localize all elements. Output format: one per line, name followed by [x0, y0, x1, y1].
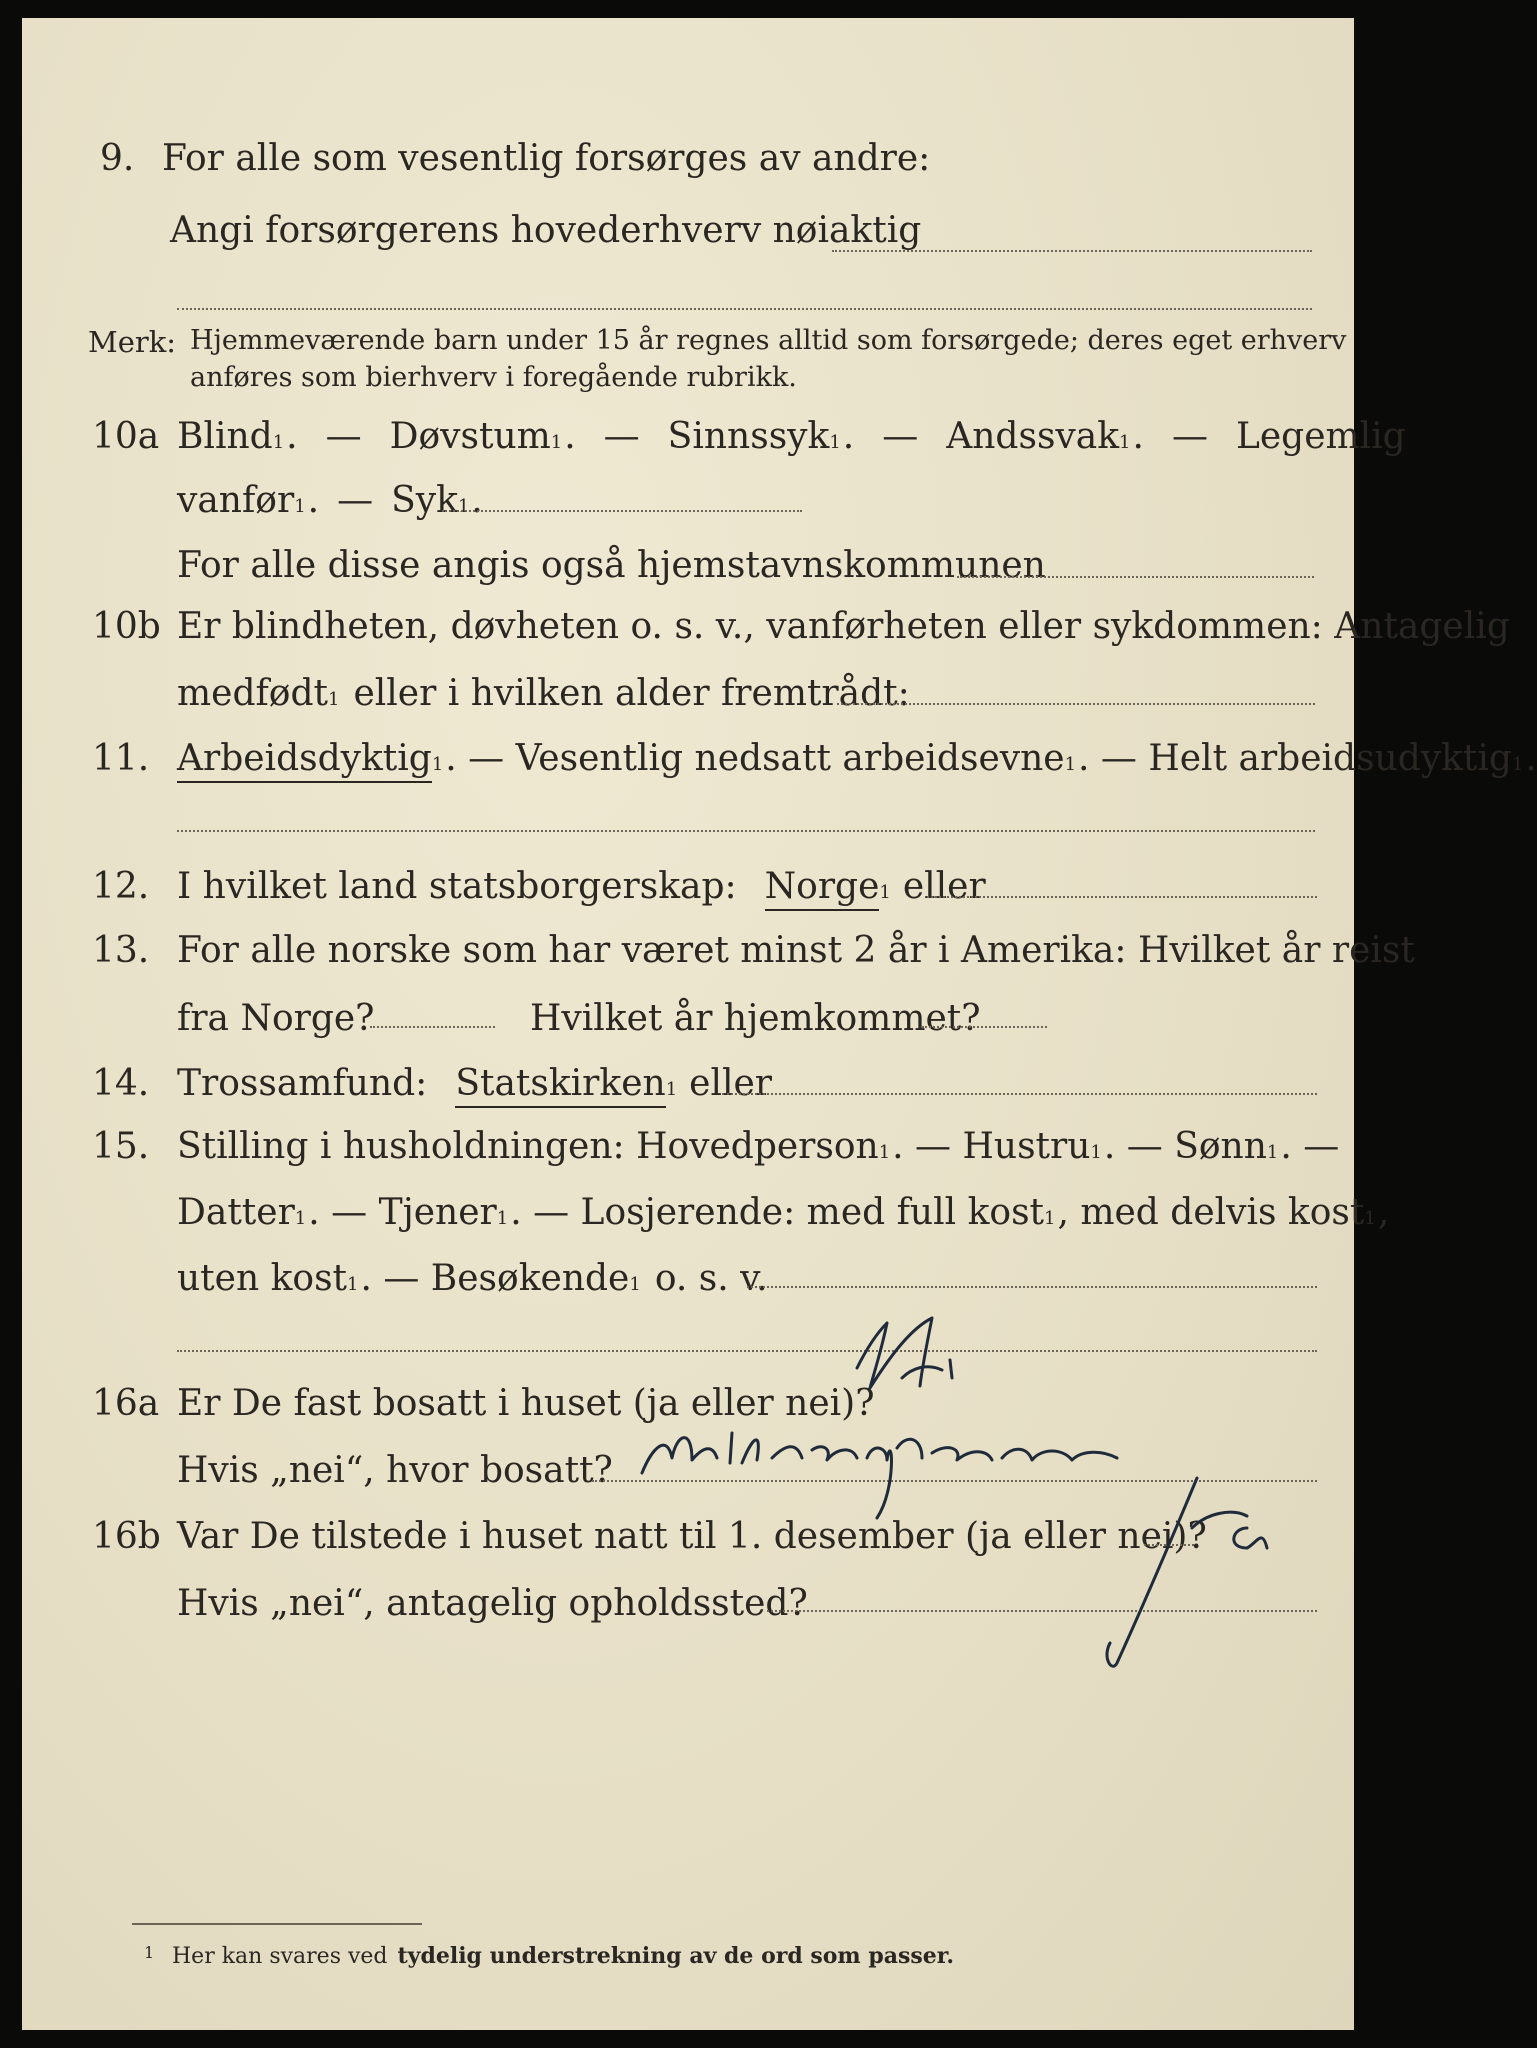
- question-text: Angi forsørgerens hovederhverv nøiaktig: [170, 210, 922, 251]
- answer-line: [927, 896, 1317, 898]
- question-text: [177, 1258, 768, 1299]
- footnote-ref: 1: [457, 496, 470, 517]
- question-text: [177, 1126, 1339, 1167]
- option-norge-underlined: Norge: [765, 866, 880, 911]
- question-text: eller i hvilken alder fremtrådt:: [353, 673, 910, 714]
- punct: ,: [1377, 1192, 1390, 1233]
- option-statskirken-underlined: Statskirken: [455, 1063, 665, 1108]
- question-text: For alle disse angis også hjemstavnskommunen: [177, 545, 1046, 586]
- dash: —: [882, 416, 919, 457]
- punct: .: [286, 416, 298, 457]
- option-syk: Syk: [391, 480, 458, 521]
- footnote-text-plain: Her kan svares ved: [172, 1944, 388, 1969]
- option-eller: eller: [689, 1063, 772, 1104]
- punct: .: [1525, 738, 1537, 779]
- punct: .: [842, 416, 855, 457]
- question-text: fra Norge?: [177, 998, 375, 1039]
- answer-line: [177, 1350, 1317, 1352]
- question-text: Var De tilstede i huset natt til 1. desember (ja eller nei)?: [177, 1516, 1207, 1557]
- footnote-ref: 1: [272, 432, 285, 453]
- answer-line: [957, 576, 1314, 578]
- footnote-ref: 1: [665, 1079, 678, 1100]
- census-form-page: [22, 18, 1537, 2030]
- option-hustru: . — Hustru: [892, 1126, 1091, 1167]
- question-number: 10b: [92, 606, 161, 647]
- question-text: Hvis „nei“, antagelig opholdssted?: [177, 1583, 808, 1624]
- question-number: 11.: [92, 738, 150, 779]
- footnote-ref: 1: [1364, 1208, 1376, 1229]
- question-text: For alle norske som har været minst 2 år i Amerika: Hvilket år reist: [177, 930, 1415, 971]
- option-eller: eller: [902, 866, 986, 907]
- note-text: Hjemmeværende barn under 15 år regnes alltid som forsørgede; deres eget erhverv: [190, 325, 1347, 356]
- option-andssvak: Andssvak: [946, 416, 1120, 457]
- punct: .: [307, 480, 320, 521]
- option-blind: Blind: [177, 416, 273, 457]
- question-text: [177, 1192, 1389, 1233]
- punct: .: [471, 480, 483, 521]
- option-uten-kost: uten kost: [177, 1258, 348, 1299]
- question-text: Er De fast bosatt i huset (ja eller nei)?: [177, 1383, 875, 1424]
- option-vanfor: vanfør: [177, 480, 295, 521]
- answer-line: [837, 703, 1315, 705]
- question-text: Hvis „nei“, hvor bosatt?: [177, 1450, 613, 1491]
- option-nedsatt: . — Vesentlig nedsatt arbeidsevne: [445, 738, 1065, 779]
- option-delvis-kost: , med delvis kost: [1057, 1192, 1365, 1233]
- note-label: Merk:: [88, 325, 177, 359]
- dash: —: [325, 416, 362, 457]
- question-text: For alle som vesentlig forsørges av andre:: [162, 138, 931, 179]
- question-text: Hvilket år hjemkommet?: [530, 998, 981, 1039]
- punct: . —: [1280, 1126, 1340, 1167]
- footnote-ref: 1: [1044, 1208, 1056, 1229]
- footnote-ref: 1: [294, 1208, 307, 1229]
- note-text: anføres som bierhverv i foregående rubrikk.: [190, 362, 797, 393]
- option-dovstum: Døvstum: [389, 416, 551, 457]
- answer-line: [747, 1286, 1317, 1288]
- footnote-ref: 1: [629, 1274, 641, 1295]
- footnote-ref: 1: [1090, 1142, 1102, 1163]
- question-number: 9.: [100, 138, 135, 179]
- footnote-ref: 1: [431, 754, 444, 775]
- question-text: [177, 738, 1537, 783]
- question-number: 13.: [92, 930, 150, 971]
- option-full-kost: . — Losjerende: med full kost: [510, 1192, 1045, 1233]
- question-text: [177, 673, 910, 714]
- question-number: 16b: [92, 1516, 161, 1557]
- question-text: I hvilket land statsborgerskap:: [177, 866, 737, 907]
- footnote-ref: 1: [878, 1142, 891, 1163]
- option-osv: o. s. v.: [654, 1258, 768, 1299]
- punct: .: [564, 416, 576, 457]
- option-arbeidsudyktig: . — Helt arbeidsudyktig: [1078, 738, 1512, 779]
- question-text: Trossamfund:: [177, 1063, 428, 1104]
- question-text: [177, 866, 986, 911]
- answer-line: [177, 830, 1315, 832]
- footnote-ref: 1: [1119, 432, 1131, 453]
- option-hovedperson: Stilling i husholdningen: Hovedperson: [177, 1126, 879, 1167]
- question-text: [177, 480, 483, 521]
- option-besokende: . — Besøkende: [360, 1258, 630, 1299]
- footnote-mark: 1: [144, 1943, 155, 1962]
- option-tjener: . — Tjener: [308, 1192, 497, 1233]
- option-sonn: . — Sønn: [1103, 1126, 1267, 1167]
- footnote-ref: 1: [1266, 1142, 1279, 1163]
- option-arbeidsdyktig-underlined: Arbeidsdyktig: [177, 738, 432, 783]
- dash: —: [337, 480, 374, 521]
- dash: —: [603, 416, 640, 457]
- footnote-rule: [132, 1923, 422, 1925]
- footnote-text-bold: tydelig understrekning av de ord som passer.: [397, 1943, 955, 1969]
- footnote-ref: 1: [496, 1208, 509, 1229]
- answer-line: [370, 1026, 495, 1028]
- footnote-ref: 1: [294, 496, 306, 517]
- question-number: 14.: [92, 1063, 150, 1104]
- footnote-ref: 1: [829, 432, 841, 453]
- question-number: 10a: [92, 416, 160, 457]
- answer-line: [832, 250, 1312, 252]
- footnote-ref: 1: [1511, 754, 1524, 775]
- punct: .: [1132, 416, 1144, 457]
- question-text: Er blindheten, døvheten o. s. v., vanførheten eller sykdommen: Antagelig: [177, 606, 1510, 647]
- dash: —: [1171, 416, 1208, 457]
- question-number: 16a: [92, 1383, 160, 1424]
- question-text: [177, 1063, 772, 1108]
- answer-line: [442, 510, 802, 512]
- footnote-text: [172, 1943, 954, 1969]
- question-number: 12.: [92, 866, 150, 907]
- answer-line: [922, 1026, 1047, 1028]
- footnote-ref: 1: [347, 1274, 359, 1295]
- answer-line: [177, 308, 1312, 310]
- footnote-ref: 1: [1064, 754, 1077, 775]
- option-sinnssyk: Sinnssyk: [667, 416, 830, 457]
- answer-line: [722, 1093, 1317, 1095]
- option-datter: Datter: [177, 1192, 295, 1233]
- question-text: [177, 416, 1406, 457]
- option-medfodt: medfødt: [177, 673, 328, 714]
- question-number: 15.: [92, 1126, 150, 1167]
- footnote-ref: 1: [879, 882, 891, 903]
- footnote-ref: 1: [550, 432, 563, 453]
- option-legemlig: Legemlig: [1235, 416, 1406, 457]
- footnote-ref: 1: [328, 689, 340, 710]
- handwritten-answer-ja: [1042, 1458, 1302, 1688]
